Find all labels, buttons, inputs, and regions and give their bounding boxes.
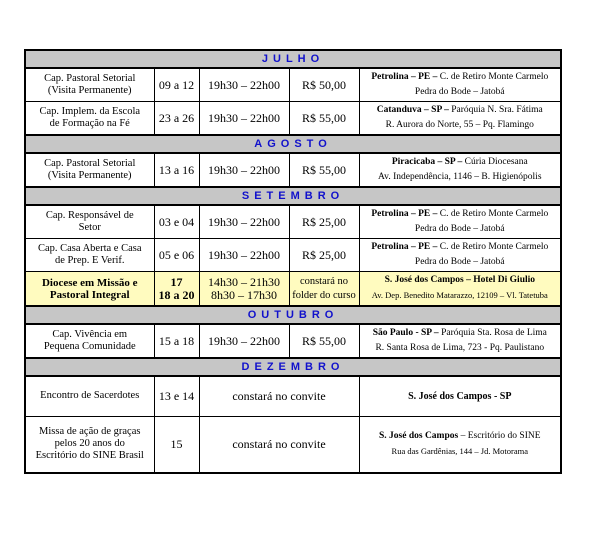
times-cell: 19h30 – 22h00 xyxy=(199,324,289,358)
table-row xyxy=(25,68,561,102)
month-label: JULHO xyxy=(261,52,325,65)
times-cell: 19h30 – 22h00 xyxy=(199,68,289,102)
location-cell: Piracicaba – SP – Cúria Diocesana Av. Independência, 1146 – B. Higienópolis xyxy=(359,153,561,187)
location-cell: S. José dos Campos – Escritório do SINE Rua das Gardênias, 144 – Jd. Motorama xyxy=(359,416,561,473)
course-cell: Cap. Implem. da Escola de Formação na Fé xyxy=(25,102,154,136)
location-cell: S. José dos Campos - SP xyxy=(359,376,561,416)
price-cell: R$ 25,00 xyxy=(289,239,359,272)
course-cell: Cap. Pastoral Setorial (Visita Permanente) xyxy=(25,153,154,187)
location-cell: Petrolina – PE – C. de Retiro Monte Carmelo Pedra do Bode – Jatobá xyxy=(359,205,561,239)
table-row xyxy=(25,102,561,136)
schedule-table xyxy=(24,49,562,474)
month-label: SETEMBRO xyxy=(241,189,345,202)
month-label: AGOSTO xyxy=(254,137,332,150)
info-cell: constará no convite xyxy=(199,416,359,473)
course-cell: Encontro de Sacerdotes xyxy=(25,376,154,416)
table-row xyxy=(25,153,561,187)
times-cell: 14h30 – 21h30 8h30 – 17h30 xyxy=(199,272,289,307)
price-cell: R$ 55,00 xyxy=(289,102,359,136)
info-cell: constará no convite xyxy=(199,376,359,416)
dates-cell: 09 a 12 xyxy=(154,68,199,102)
price-cell: R$ 25,00 xyxy=(289,205,359,239)
month-label: OUTUBRO xyxy=(247,308,339,321)
price-cell: R$ 50,00 xyxy=(289,68,359,102)
course-cell: Diocese em Missão e Pastoral Integral xyxy=(25,272,154,307)
times-cell: 19h30 – 22h00 xyxy=(199,239,289,272)
dates-cell: 05 e 06 xyxy=(154,239,199,272)
month-header-outubro xyxy=(25,306,561,324)
location-cell: Petrolina – PE – C. de Retiro Monte Carmelo Pedra do Bode – Jatobá xyxy=(359,239,561,272)
table-row xyxy=(25,205,561,239)
dates-cell: 15 a 18 xyxy=(154,324,199,358)
dates-cell: 13 a 16 xyxy=(154,153,199,187)
dates-cell: 17 18 a 20 xyxy=(154,272,199,307)
dates-cell: 03 e 04 xyxy=(154,205,199,239)
location-cell: São Paulo - SP – Paróquia Sta. Rosa de Lima R. Santa Rosa de Lima, 723 - Pq. Paulistano xyxy=(359,324,561,358)
table-row xyxy=(25,324,561,358)
course-cell: Cap. Pastoral Setorial (Visita Permanente) xyxy=(25,68,154,102)
table-row xyxy=(25,376,561,416)
dates-cell: 13 e 14 xyxy=(154,376,199,416)
month-label: DEZEMBRO xyxy=(241,360,345,373)
month-header-setembro xyxy=(25,187,561,205)
location-cell: S. José dos Campos – Hotel Di Giulio Av. Dep. Benedito Matarazzo, 12109 – Vl. Tatetuba xyxy=(359,272,561,307)
month-header-agosto xyxy=(25,135,561,153)
dates-cell: 23 a 26 xyxy=(154,102,199,136)
price-cell: R$ 55,00 xyxy=(289,324,359,358)
times-cell: 19h30 – 22h00 xyxy=(199,102,289,136)
table-row xyxy=(25,416,561,473)
location-cell: Petrolina – PE – C. de Retiro Monte Carmelo Pedra do Bode – Jatobá xyxy=(359,68,561,102)
price-cell: constará no folder do curso xyxy=(289,272,359,307)
times-cell: 19h30 – 22h00 xyxy=(199,153,289,187)
table-row-highlighted xyxy=(25,272,561,307)
dates-cell: 15 xyxy=(154,416,199,473)
price-cell: R$ 55,00 xyxy=(289,153,359,187)
course-cell: Cap. Vivência em Pequena Comunidade xyxy=(25,324,154,358)
month-header-julho xyxy=(25,50,561,68)
month-header-dezembro xyxy=(25,358,561,376)
times-cell: 19h30 – 22h00 xyxy=(199,205,289,239)
course-cell: Missa de ação de graças pelos 20 anos do Escritório do SINE Brasil xyxy=(25,416,154,473)
course-cell: Cap. Responsável de Setor xyxy=(25,205,154,239)
course-cell: Cap. Casa Aberta e Casa de Prep. E Verif. xyxy=(25,239,154,272)
table-row xyxy=(25,239,561,272)
location-cell: Catanduva – SP – Paróquia N. Sra. Fátima R. Aurora do Norte, 55 – Pq. Flamingo xyxy=(359,102,561,136)
